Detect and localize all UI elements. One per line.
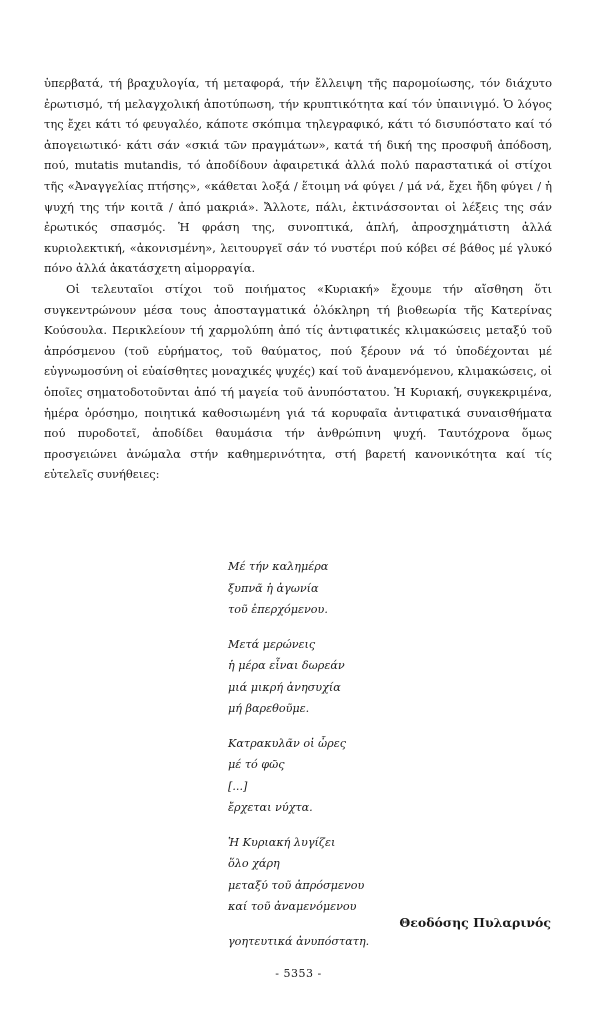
poem-line: Ἡ Κυριακή λυγίζει [228, 835, 336, 849]
poem-line: μεταξύ τοῦ ἀπρόσμενου [228, 878, 365, 892]
poem-line: Μέ τήν καλημέρα [228, 560, 329, 573]
poem-line: [...] [228, 779, 248, 793]
essay-paragraph: ὑπερβατά, τή βραχυλογία, τή μεταφορά, τήν ἔλλειψη τῆς παρομοίωσης, τόν διάχυτο ἐρωτισμό, τή μελαγχολική ἀποτύπωση, τήν κρυπτικότητα καί τόν ὑπαινιγμό. Ὁ λόγος της ἔχει κάτι τό φευγαλέο, κάποτε σκόπιμα τηλεγραφικό, κάτι τό δισυπόστατο καί τό ἀπογειωτικό· κάτι σάν «σκιά τῶν πραγμάτων», κατά τή δική της προσφυῆ ἀπόδοση, πού, mutatis mutandis, τό ἀποδίδουν ἀφαιρετικά ἀλλά πολύ παραστατικά οἱ στίχοι τῆς «Ἀναγγελίας πτήσης», «κάθεται λοξά / ἕτοιμη νά φύγει / μά νά, ἔχει ἤδη φύγει / ἡ ψυχή της τήν κοιτᾶ / ἀπό μακριά». Ἄλλοτε, πάλι, ἐκτινάσσονται οἱ λέξεις της σάν ἐρωτικός σπασμός. Ἡ φράση της, συνοπτικά, ἁπλή, ἀπροσχημάτιστη ἀλλά κυριολεκτική, «ἀκονισμένη», λειτουργεῖ σάν τό νυστέρι πού κόβει σέ βάθος μέ γλυκό πόνο ἀλλά ἀκατάσχετη αἱμορραγία. [44, 76, 552, 276]
poem-line: ξυπνᾶ ἡ ἀγωνία [228, 581, 319, 595]
poem-line: γοητευτικά ἀνυπόστατη. [228, 934, 370, 948]
essay-paragraph: Οἱ τελευταῖοι στίχοι τοῦ ποιήματος «Κυριακή» ἔχουμε τήν αἴσθηση ὅτι συγκεντρώνουν μέσα τους ἀποσταγματικά ὁλόκληρη τή βιοθεωρία τῆς Κατερίνας Κούσουλα. Περικλείουν τή χαρμολύπη ἀπό τίς ἀντιφατικές κλιμακώσεις μεταξύ τοῦ ἀπρόσμενου (τοῦ εὑρήματος, τοῦ θαύματος, πού ξέρουν νά τό ὑποδέχονται μέ εὐγνωμοσύνη οἱ εὐαίσθητες μοναχικές ψυχές) καί τοῦ ἀναμενόμενου, κλιμακώσεις, οἱ ὁποῖες σηματοδοτοῦνται ἀπό τή μαγεία τοῦ ἀνυπόστατου. Ἡ Κυριακή, συγκεκριμένα, ἡμέρα ὁρόσημο, ποιητικά καθοσιωμένη γιά τά κορυφαῖα ἀντιφατικά συναισθήματα πού πυροδοτεῖ, ἀποδίδει θαυμάσια τήν ἀνθρώπινη ψυχή. Ταυτόχρονα ὅμως προσγειώνει ἀνώμαλα στήν καθημερινότητα, στή βαρετή κανονικότητα καί τίς εὐτελεῖς συνήθειες: [44, 281, 552, 482]
poem-quotation [228, 556, 528, 965]
poem-line: μή βαρεθοῦμε. [228, 702, 310, 715]
poem-line: Μετά μερώνεις [228, 637, 316, 651]
author-signature: Θεοδόσης Πυλαρινός [399, 915, 551, 930]
poem-stanza [228, 832, 528, 918]
poem-line: ἔρχεται νύχτα. [228, 801, 313, 814]
poem-stanza [228, 556, 528, 621]
poem-line: ἡ μέρα εἶναι δωρεάν [228, 659, 345, 672]
poem-line: Κατρακυλᾶν οἱ ὧρες [228, 736, 347, 750]
poem-line: καί τοῦ ἀναμενόμενου [228, 900, 357, 913]
page-number: - 5353 - [275, 967, 322, 980]
poem-line: μέ τό φῶς [228, 758, 285, 771]
poem-line: τοῦ ἐπερχόμενου. [228, 603, 328, 616]
poem-line: ὅλο χάρη [228, 857, 280, 870]
poem-stanza [228, 634, 528, 720]
poem-stanza [228, 733, 528, 819]
poem-stanza [228, 931, 528, 953]
poem-line: μιά μικρή ἀνησυχία [228, 680, 341, 694]
essay-body [44, 73, 552, 485]
